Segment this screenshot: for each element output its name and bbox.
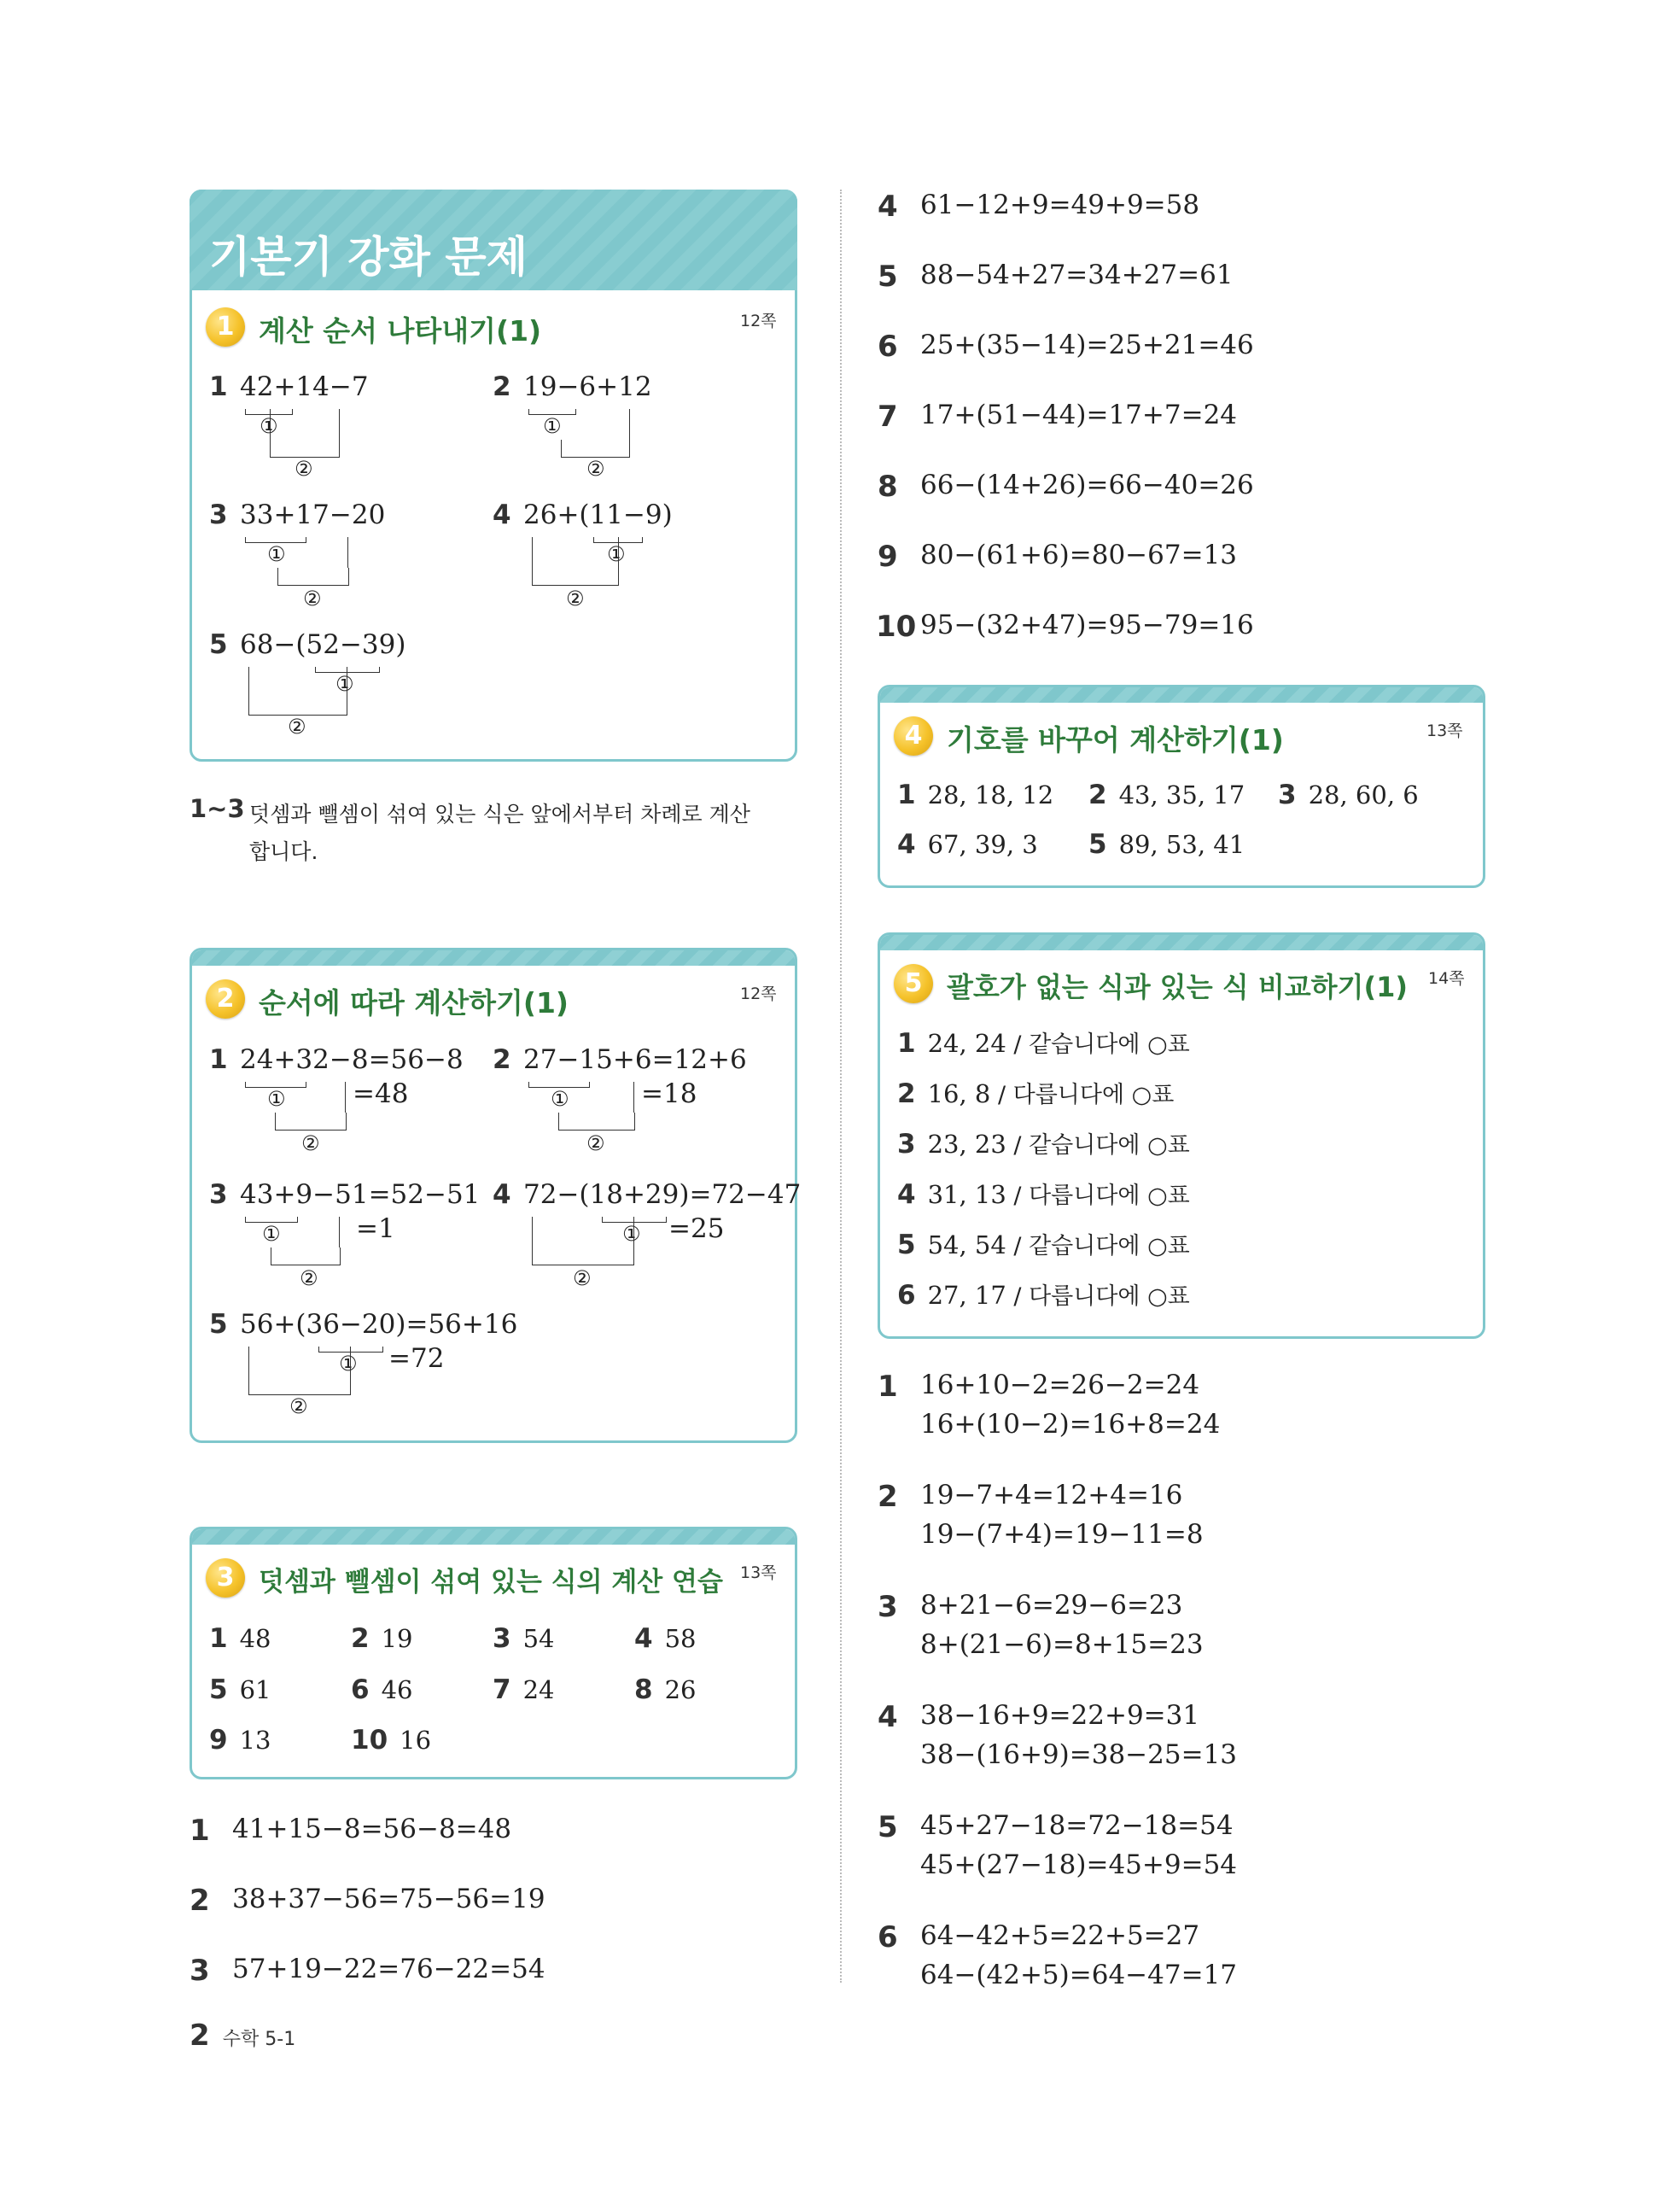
column-divider	[840, 190, 842, 1983]
step-1-mark: ①	[267, 1087, 286, 1111]
section-2-box	[190, 948, 802, 1443]
sec3-item-7: 7 24	[493, 1674, 555, 1705]
step-2-mark: ②	[288, 715, 306, 739]
section-3-badge: 3	[206, 1558, 245, 1598]
expression: 24+32−8=56−8	[240, 1044, 464, 1075]
item-number: 1	[209, 371, 228, 402]
sec3-item-2: 2 19	[351, 1623, 413, 1654]
item-number: 5	[209, 1309, 228, 1340]
step-2-mark: ②	[566, 587, 585, 611]
step-2-mark: ②	[289, 1394, 308, 1418]
step-1-mark: ①	[335, 672, 354, 696]
page-title: 기본기 강화 문제	[209, 232, 528, 282]
step-1-mark: ①	[551, 1087, 569, 1111]
step-1-mark: ①	[622, 1222, 641, 1246]
step-2-mark: ②	[573, 1266, 592, 1290]
sec3-item-3: 3 54	[493, 1623, 555, 1654]
step-2-mark: ②	[586, 457, 605, 481]
sec1-item-2	[493, 371, 749, 491]
sec5-item-4: 4 31, 13 / 다릅니다에 ○표	[897, 1179, 1190, 1210]
item-number: 3	[209, 500, 228, 530]
result: =72	[388, 1343, 445, 1374]
section-3-page: 13쪽	[740, 1563, 777, 1582]
section-2-badge: 2	[206, 979, 245, 1019]
step-1-mark: ①	[260, 414, 278, 438]
expression: 56+(36−20)=56+16	[240, 1309, 518, 1340]
sec5-item-5: 5 54, 54 / 같습니다에 ○표	[897, 1230, 1190, 1260]
expression: 42+14−7	[240, 371, 369, 402]
sec1-item-5	[209, 629, 499, 749]
expression: 26+(11−9)	[523, 500, 673, 530]
section-5-page: 14쪽	[1428, 969, 1465, 988]
sec5-item-1: 1 24, 24 / 같습니다에 ○표	[897, 1028, 1190, 1059]
item-number: 2	[493, 371, 511, 402]
sec2-item-2	[493, 1044, 783, 1164]
page-footer	[190, 2019, 295, 2053]
sec4-item-1: 1 28, 18, 12	[897, 780, 1054, 810]
sec5-item-3: 3 23, 23 / 같습니다에 ○표	[897, 1129, 1190, 1160]
item-number: 1	[209, 1044, 228, 1075]
sec4-item-4: 4 67, 39, 3	[897, 829, 1038, 860]
note-line-1: 덧셈과 뺄셈이 섞여 있는 식은 앞에서부터 차례로 계산	[249, 802, 750, 827]
sec3-item-9: 9 13	[209, 1725, 271, 1756]
sec2-item-4	[493, 1179, 802, 1299]
expression: 72−(18+29)=72−47	[523, 1179, 802, 1210]
sec4-item-3: 3 28, 60, 6	[1278, 780, 1419, 810]
section-1-title: 계산 순서 나타내기(1)	[259, 314, 542, 348]
item-number: 4	[493, 1179, 511, 1210]
section-2-page: 12쪽	[740, 984, 777, 1003]
sec3-item-4: 4 58	[634, 1623, 697, 1654]
section-5-badge: 5	[894, 964, 933, 1003]
section-5-title: 괄호가 없는 식과 있는 식 비교하기(1)	[947, 971, 1408, 1003]
sec1-item-1	[209, 371, 465, 491]
sec4-item-2: 2 43, 35, 17	[1088, 780, 1245, 810]
step-2-mark: ②	[586, 1131, 605, 1155]
sec5-item-6: 6 27, 17 / 다릅니다에 ○표	[897, 1280, 1190, 1311]
sec4-item-5: 5 89, 53, 41	[1088, 829, 1245, 860]
sec1-item-4	[493, 500, 766, 619]
expression: 27−15+6=12+6	[523, 1044, 747, 1075]
basic-skills-box	[190, 190, 797, 762]
step-2-mark: ②	[301, 1131, 320, 1155]
section-4-box	[878, 685, 1485, 888]
expression: 33+17−20	[240, 500, 386, 530]
result: =18	[641, 1078, 697, 1109]
item-number: 5	[209, 629, 228, 660]
section-1-page: 12쪽	[740, 312, 777, 330]
section-4-title: 기호를 바꾸어 계산하기(1)	[947, 723, 1284, 757]
expression: 43+9−51=52−51	[240, 1179, 481, 1210]
section-5-box	[878, 932, 1485, 1339]
section-3-box	[190, 1527, 797, 1779]
note-line-2: 합니다.	[249, 839, 318, 864]
section-2-title: 순서에 따라 계산하기(1)	[259, 986, 569, 1020]
sec2-item-5	[209, 1309, 516, 1429]
expression: 68−(52−39)	[240, 629, 406, 660]
sec5-item-2: 2 16, 8 / 다릅니다에 ○표	[897, 1078, 1175, 1109]
step-1-mark: ①	[543, 414, 562, 438]
sec3-item-10: 10 16	[351, 1725, 432, 1756]
section-3-title: 덧셈과 뺄셈이 섞여 있는 식의 계산 연습	[259, 1567, 723, 1598]
step-1-mark: ①	[339, 1352, 358, 1376]
item-number: 4	[493, 500, 511, 530]
result: =25	[668, 1213, 725, 1244]
book-label: 수학 5-1	[222, 2029, 296, 2050]
step-2-mark: ②	[300, 1266, 318, 1290]
section-1-badge: 1	[206, 307, 245, 347]
step-2-mark: ②	[295, 457, 313, 481]
section-4-page: 13쪽	[1426, 722, 1463, 740]
sec2-item-3	[209, 1179, 491, 1299]
sec3-item-5: 5 61	[209, 1674, 271, 1705]
step-1-mark: ①	[267, 542, 286, 566]
sec2-item-1	[209, 1044, 491, 1164]
item-number: 2	[493, 1044, 511, 1075]
page-number: 2	[190, 2019, 210, 2053]
step-1-mark: ①	[262, 1222, 281, 1246]
item-number: 3	[209, 1179, 228, 1210]
expression: 19−6+12	[523, 371, 652, 402]
section-4-badge: 4	[894, 716, 933, 756]
step-1-mark: ①	[607, 542, 626, 566]
sec3-item-1: 1 48	[209, 1623, 271, 1654]
note-number: 1~3	[190, 794, 245, 823]
result: =1	[356, 1213, 395, 1244]
result: =48	[353, 1078, 409, 1109]
step-2-mark: ②	[303, 587, 322, 611]
sec1-item-3	[209, 500, 482, 619]
sec3-item-6: 6 46	[351, 1674, 413, 1705]
sec3-item-8: 8 26	[634, 1674, 697, 1705]
